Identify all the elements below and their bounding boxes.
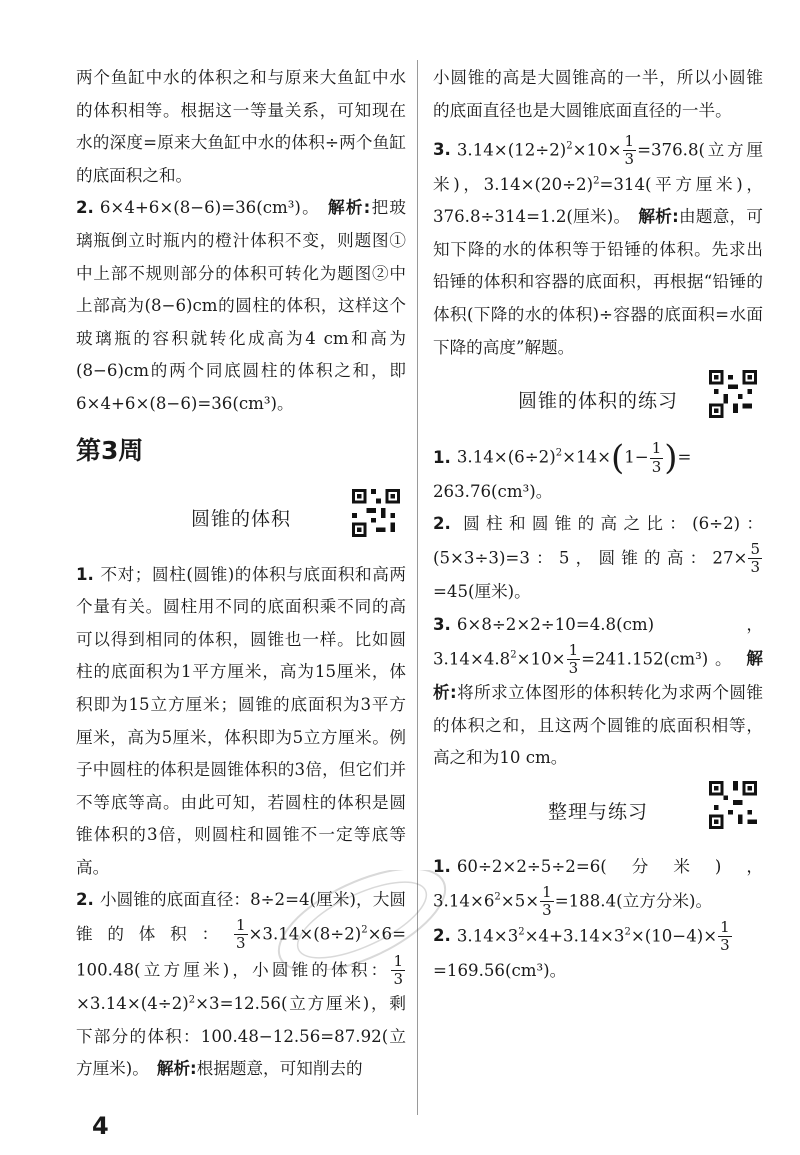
analysis-text: 由题意，可知下降的水的体积等于铅锤的体积。先求出铅锤的体积和容器的底面积，再根据“铅锤的体积(下降的水的体积)÷容器的底面积=水面下降的高度”解题。 — [433, 207, 764, 357]
answer-text: ×(10−4)× — [630, 926, 718, 946]
answer-number: 1. — [76, 564, 94, 584]
column-divider — [417, 60, 418, 1115]
answer-text: ×6= — [367, 924, 406, 944]
answer-text: 小圆锥的底面直径：8÷2=4(厘米)，大圆锥的体积： — [76, 890, 406, 944]
answer-text: =169.56(cm³)。 — [433, 960, 567, 980]
exponent: 2 — [518, 926, 525, 938]
section-header — [433, 777, 763, 847]
section-title: 圆锥的体积 — [190, 508, 291, 531]
section-title: 整理与练习 — [547, 800, 648, 823]
continued-paragraph: 小圆锥的高是大圆锥高的一半，所以小圆锥的底面直径也是大圆锥底面直径的一半。 — [433, 68, 763, 120]
section-header — [433, 366, 763, 436]
answer-text: ×3.14×(4÷2) — [76, 994, 189, 1014]
section-header — [76, 485, 406, 555]
answer-text: ×10× — [516, 648, 566, 668]
answer-text: 不对；圆柱(圆锥)的体积与底面积和高两个量有关。圆柱用不同的底面积乘不同的高可以得到相同的体积，圆锥也一样。比如圆柱的底面积为1平方厘米，高为15厘米，体积即为15立方厘米；圆锥的底面积为3平方厘米，高为5厘米，体积即为5立方厘米。例子中圆柱的体积是圆锥体积的3倍，但它们并不等底等高。由此可知，若圆柱的体积是圆锥体积的3倍，则圆柱和圆锥不一定等底等高。 — [76, 564, 406, 877]
analysis-text: 根据题意，可知削去的 — [196, 1059, 363, 1079]
fraction: $\frac{1}{3}$ — [393, 951, 403, 988]
analysis-label: 解析: — [156, 1059, 197, 1079]
answer-text: ×5× — [500, 890, 540, 910]
page-number: 4 — [92, 1112, 109, 1140]
analysis-text: 把玻璃瓶倒立时瓶内的橙汁体积不变，则题图①中上部不规则部分的体积可转化为题图②中上部高为(8−6)cm的圆柱的体积，这样这个玻璃瓶的容积就转化成高为4 cm和高为(8−6)cm的两个同底圆柱的体积之和，即6×4+6×(8−6)=36(cm³)。 — [76, 198, 407, 413]
answer-text: ×10× — [572, 140, 622, 160]
fraction: $\frac{1}{3}$ — [235, 916, 246, 953]
exponent: 2 — [566, 140, 573, 152]
fraction: $\frac{1}{3}$ — [542, 882, 552, 919]
answer-text: ×14× — [562, 447, 611, 467]
answer-text: 6×8÷2×2÷10=4.8(cm)，3.14×4.8 — [433, 615, 763, 668]
analysis-label: 解析: — [433, 648, 763, 703]
fraction: $\frac{5}{3}$ — [750, 539, 760, 577]
answer-text: 1− — [624, 447, 649, 467]
analysis-label: 解析: — [638, 207, 679, 227]
answer-number: 2. — [433, 926, 451, 946]
review-answer-1 — [433, 851, 763, 919]
answer-number: 3. — [433, 615, 451, 635]
answer-number: 3. — [433, 140, 451, 160]
week-title: 第3周 — [76, 435, 144, 465]
answer-text: ×3=12.56(立方厘米)，剩下部分的体积：100.48−12.56=87.92(立方厘米)。 — [76, 994, 406, 1079]
qr-code-icon[interactable] — [709, 370, 757, 418]
exponent: 2 — [494, 891, 501, 903]
practice-answer-3 — [433, 609, 763, 775]
fraction: $\frac{1}{3}$ — [624, 132, 635, 169]
answer-3 — [433, 133, 763, 364]
practice-answer-1 — [433, 440, 763, 476]
answer-text: 100.48(立方厘米)，小圆锥的体积： — [76, 959, 391, 979]
fraction: $\frac{1}{3}$ — [568, 640, 579, 677]
review-answer-2 — [433, 919, 763, 987]
answer-text: ×3.14×(8÷2) — [248, 924, 362, 944]
answer-text: ×4+3.14×3 — [524, 926, 625, 946]
fraction: $\frac{1}{3}$ — [651, 439, 662, 476]
answer-text: 3.14×(12÷2) — [456, 140, 567, 160]
answer-text: =188.4(立方分米)。 — [554, 890, 713, 910]
answer-text: =241.152(cm³)。 — [581, 648, 739, 668]
answer-number: 2. — [433, 514, 451, 534]
answer-text: 3.14×(6÷2) — [456, 447, 556, 467]
answer-2b — [76, 884, 406, 1085]
qr-code-icon[interactable] — [352, 489, 400, 537]
paren: ( — [611, 438, 625, 478]
paren: ) — [664, 438, 678, 478]
intro-paragraph: 两个鱼缸中水的体积之和与原来大鱼缸中水的体积相等。根据这一等量关系，可知现在水的深度=原来大鱼缸中水的体积÷两个鱼缸的底面积之和。 — [76, 68, 406, 185]
equation: 6×4+6×(8−6)=36(cm³)。 — [99, 198, 320, 218]
answer-2 — [76, 192, 406, 420]
right-column — [433, 62, 763, 987]
answer-text: =314(平方厘米)，376.8÷314=1.2(厘米)。 — [433, 174, 763, 227]
answer-text: 60÷2×2÷5÷2=6(分米)，3.14×6 — [433, 856, 763, 910]
exponent: 2 — [593, 175, 600, 187]
answer-text: = — [677, 447, 692, 467]
exponent: 2 — [555, 447, 563, 459]
fraction: $\frac{1}{3}$ — [720, 918, 730, 955]
left-column — [76, 62, 406, 1086]
answer-number: 2. — [76, 890, 94, 910]
analysis-label: 解析: — [327, 198, 371, 218]
answer-number: 1. — [433, 447, 451, 467]
answer-number: 2. — [76, 198, 94, 218]
exponent: 2 — [510, 649, 517, 661]
exponent: 2 — [188, 994, 196, 1006]
answer-text: =45(厘米)。 — [433, 582, 531, 602]
answer-text: 3.14×3 — [456, 926, 519, 946]
practice-answer-2 — [433, 508, 763, 609]
qr-code-icon[interactable] — [709, 781, 757, 829]
answer-number: 1. — [433, 856, 451, 876]
exponent: 2 — [361, 924, 368, 936]
practice-answer-1-result: 263.76(cm³)。 — [433, 481, 553, 501]
answer-1 — [76, 559, 406, 885]
exponent: 2 — [624, 926, 631, 938]
answer-text: 圆柱和圆锥的高之比：(6÷2)：(5×3÷3)=3：5，圆锥的高：27× — [433, 514, 763, 568]
section-title: 圆锥的体积的练习 — [517, 389, 678, 412]
answer-text: =376.8(立方厘米)，3.14×(20÷2) — [433, 140, 763, 194]
analysis-text: 将所求立体图形的体积转化为求两个圆锥的体积之和，且这两个圆锥的底面积相等，高之和为10 cm。 — [433, 683, 763, 768]
